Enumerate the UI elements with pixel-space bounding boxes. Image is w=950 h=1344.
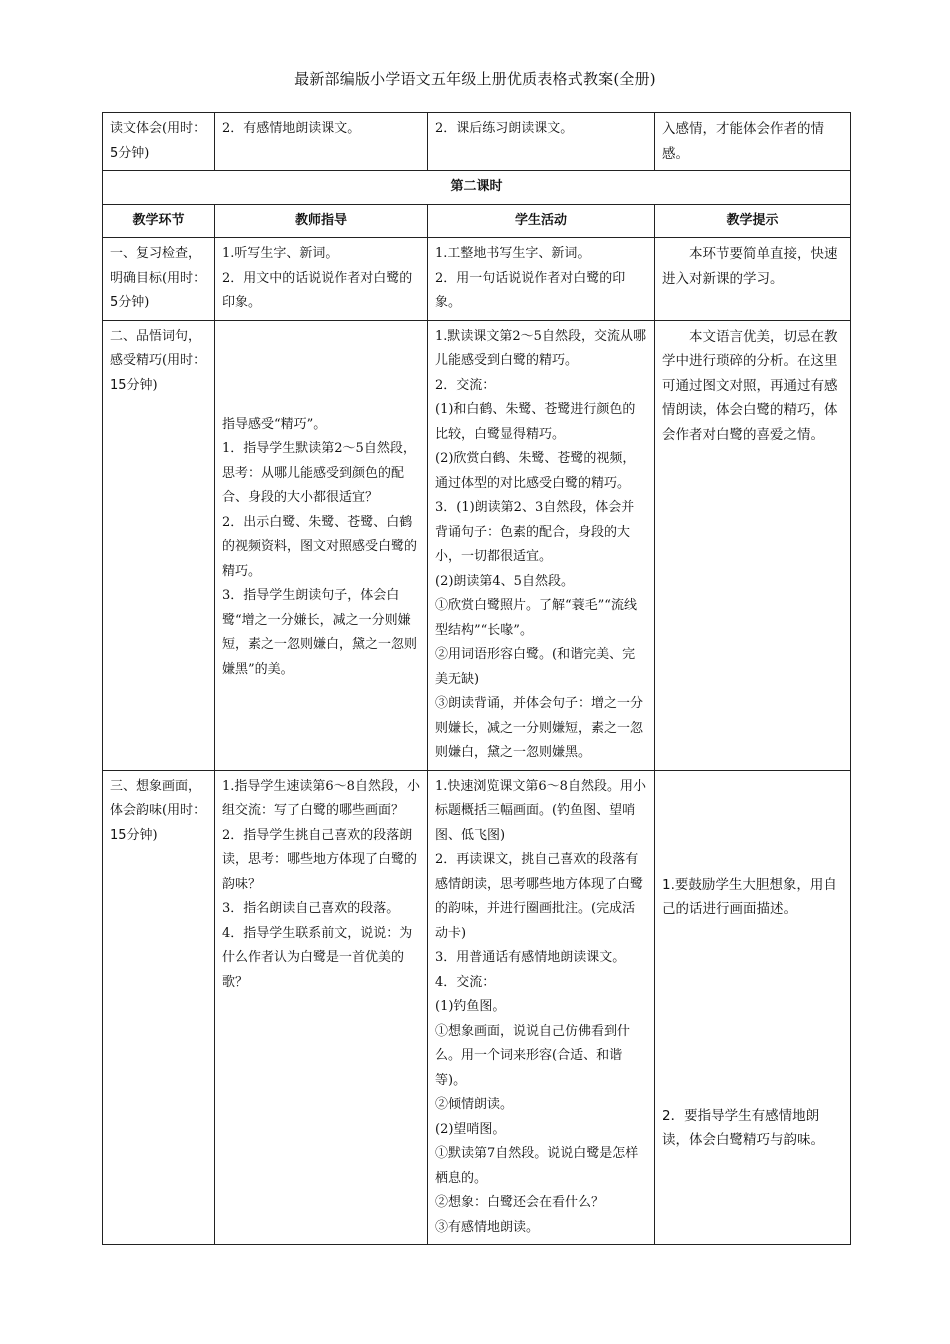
student-cell: 2．课后练习朗读课文。 [428, 113, 655, 171]
teacher-cell: 1.指导学生速读第6～8自然段，小组交流：写了白鹭的哪些画面？ 2．指导学生挑自己喜欢的段落朗读，思考：哪些地方体现了白鹭的韵味？ 3．指名朗读自己喜欢的段落。 4．指导学生联系前文，说说：为什么作者认为白鹭是一首优美的歌？ [215, 770, 428, 1245]
stage-cell: 读文体会(用时：5分钟) [103, 113, 215, 171]
student-cell: 1.快速浏览课文第6～8自然段。用小标题概括三幅画面。(钓鱼图、望哨图、低飞图) 2．再读课文，挑自己喜欢的段落有感情朗读，思考哪些地方体现了白鹭的韵味，并进行圈画批注。(完成活动卡) 3．用普通话有感情地朗读课文。 4．交流： (1)钓鱼图。 ①想象画面，说说自己仿佛看到什么。用一个词来形容(合适、和谐等)。 ②倾情朗读。 (2)望哨图。 ①默读第7自然段。说说白鹭是怎样栖息的。 ②想象：白鹭还会在看什么？ ③有感情地朗读。 [428, 770, 655, 1245]
table-row [103, 320, 851, 770]
section-heading-row [103, 171, 851, 205]
header-tip: 教学提示 [655, 204, 851, 238]
header-stage: 教学环节 [103, 204, 215, 238]
student-cell: 1.工整地书写生字、新词。 2．用一句话说说作者对白鹭的印象。 [428, 238, 655, 321]
table-row [103, 770, 851, 1245]
header-row [103, 204, 851, 238]
table-row-continued [103, 113, 851, 171]
tip-cell: 本文语言优美，切忌在教学中进行琐碎的分析。在这里可通过图文对照，再通过有感情朗读，体会白鹭的精巧，体会作者对白鹭的喜爱之情。 [655, 320, 851, 770]
stage-cell: 三、想象画面，体会韵味(用时：15分钟) [103, 770, 215, 1245]
teacher-cell: 2．有感情地朗读课文。 [215, 113, 428, 171]
section-heading: 第二课时 [103, 171, 851, 205]
page-title: 最新部编版小学语文五年级上册优质表格式教案(全册) [294, 70, 656, 88]
table-row [103, 238, 851, 321]
teacher-cell: 1.听写生字、新词。 2．用文中的话说说作者对白鹭的印象。 [215, 238, 428, 321]
header-teacher: 教师指导 [215, 204, 428, 238]
tip-cell: 本环节要简单直接，快速进入对新课的学习。 [655, 238, 851, 321]
header-student: 学生活动 [428, 204, 655, 238]
student-cell: 1.默读课文第2～5自然段，交流从哪儿能感受到白鹭的精巧。 2．交流： (1)和白鹤、朱鹭、苍鹭进行颜色的比较，白鹭显得精巧。 (2)欣赏白鹤、朱鹭、苍鹭的视频，通过体型的对比感受白鹭的精巧。 3．(1)朗读第2、3自然段，体会并背诵句子：色素的配合，身段的大小，一切都很适宜。 (2)朗读第4、5自然段。 ①欣赏白鹭照片。了解“蓑毛”“流线型结构”“长喙”。 ②用词语形容白鹭。(和谐完美、完美无缺) ③朗读背诵，并体会句子：增之一分则嫌长，减之一分则嫌短，素之一忽则嫌白，黛之一忽则嫌黑。 [428, 320, 655, 770]
lesson-plan-table [102, 112, 851, 1245]
tip-cell: 入感情，才能体会作者的情感。 [655, 113, 851, 171]
stage-cell: 二、品悟词句，感受精巧(用时：15分钟) [103, 320, 215, 770]
stage-cell: 一、复习检查，明确目标(用时：5分钟) [103, 238, 215, 321]
teacher-cell: 指导感受“精巧”。 1．指导学生默读第2～5自然段，思考：从哪儿能感受到颜色的配合、身段的大小都很适宜？ 2．出示白鹭、朱鹭、苍鹭、白鹤的视频资料，图文对照感受白鹭的精巧。 3．指导学生朗读句子，体会白鹭“增之一分嫌长，减之一分则嫌短，素之一忽则嫌白，黛之一忽则嫌黑”的美。 [215, 320, 428, 770]
tip-cell: 1.要鼓励学生大胆想象，用自己的话进行画面描述。 2．要指导学生有感情地朗读，体会白鹭精巧与韵味。 [655, 770, 851, 1245]
